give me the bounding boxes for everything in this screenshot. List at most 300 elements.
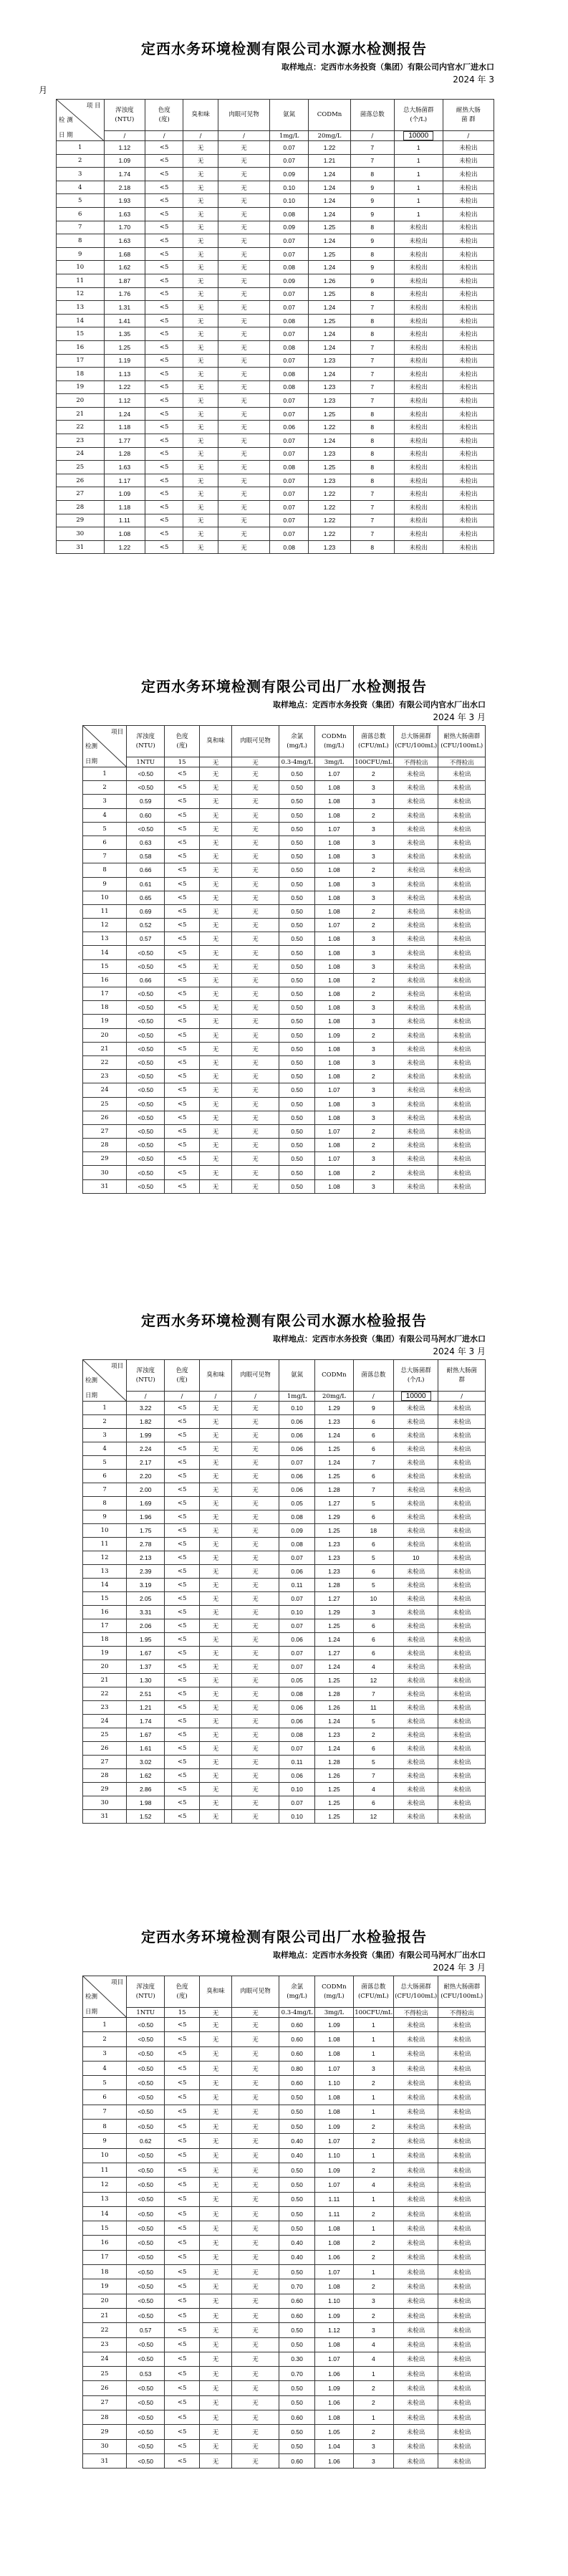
- table-cell: 1.22: [309, 527, 350, 541]
- table-cell: 0.40: [279, 2250, 315, 2264]
- table-row: [83, 891, 486, 904]
- table-cell: 3: [353, 1042, 393, 1055]
- table-cell: 未检出: [393, 2410, 438, 2425]
- table-row: [83, 1701, 486, 1715]
- row-day: 13: [83, 932, 127, 946]
- table-cell: 无: [231, 1810, 279, 1824]
- table-row: [57, 514, 494, 527]
- row-day: 7: [83, 1483, 127, 1497]
- table-cell: 无: [183, 301, 218, 315]
- table-cell: 无: [199, 1524, 231, 1538]
- table-cell: 2.06: [127, 1619, 165, 1633]
- table-cell: 4: [353, 2352, 393, 2366]
- corner-date-label-2: 日期: [85, 1392, 98, 1399]
- column-header: [353, 1976, 393, 2008]
- table-cell: 无: [231, 987, 279, 1001]
- table-cell: 未检出: [443, 340, 494, 354]
- limit-value: 不得检出: [438, 757, 486, 767]
- table-cell: 0.50: [279, 1166, 315, 1179]
- table-cell: 2: [353, 1166, 393, 1179]
- table-cell: 未检出: [393, 2148, 438, 2163]
- column-header-name: 浑浊度: [115, 106, 134, 114]
- table-cell: 未检出: [438, 1124, 486, 1138]
- table-cell: 1.04: [315, 2439, 354, 2453]
- row-day: 27: [83, 2395, 127, 2410]
- table-cell: 1.08: [315, 932, 354, 946]
- table-cell: 未检出: [443, 168, 494, 181]
- limit-value: [394, 131, 443, 141]
- table-cell: 未检出: [438, 877, 486, 891]
- table-cell: 6: [353, 1647, 393, 1660]
- table-cell: 0.50: [279, 1055, 315, 1069]
- table-cell: <0.50: [127, 2279, 165, 2294]
- header-row: [83, 1360, 486, 1392]
- table-cell: 7: [353, 1687, 393, 1701]
- table-cell: 0.60: [279, 2308, 315, 2322]
- corner-date-label: 检测: [85, 742, 98, 750]
- table-cell: 1: [353, 2105, 393, 2119]
- report-title: 定西水务环境检测有限公司水源水检测报告: [141, 40, 427, 57]
- table-cell: <5: [165, 1687, 200, 1701]
- table-row: [83, 2367, 486, 2381]
- column-header: [127, 1360, 165, 1392]
- limit-value: /: [353, 1392, 393, 1402]
- column-header: [353, 1360, 393, 1392]
- table-cell: 无: [183, 461, 218, 474]
- table-cell: 1: [394, 194, 443, 208]
- table-cell: 未检出: [438, 1674, 486, 1687]
- column-header-name: 肉眼可见物: [240, 1371, 271, 1379]
- table-cell: <5: [165, 1055, 200, 1069]
- table-cell: 未检出: [394, 527, 443, 541]
- row-day: 1: [83, 767, 127, 781]
- table-cell: 2: [353, 2381, 393, 2395]
- table-cell: 无: [218, 487, 270, 501]
- table-cell: 1.08: [315, 1015, 354, 1028]
- table-cell: <0.50: [127, 1001, 165, 1015]
- table-cell: <0.50: [127, 2250, 165, 2264]
- table-cell: <5: [165, 2061, 200, 2075]
- table-cell: <5: [165, 2381, 200, 2395]
- table-cell: 无: [231, 1606, 279, 1619]
- row-day: 4: [83, 1442, 127, 1456]
- table-cell: 未检出: [438, 1633, 486, 1647]
- table-cell: 1.62: [104, 261, 145, 274]
- table-cell: 未检出: [438, 1111, 486, 1124]
- row-day: 29: [83, 1783, 127, 1796]
- table-cell: 无: [199, 946, 231, 959]
- corner-header-cell: [83, 1360, 127, 1402]
- table-cell: 无: [231, 822, 279, 835]
- column-header: [353, 726, 393, 757]
- row-day: 3: [57, 168, 105, 181]
- table-cell: 未检出: [438, 2367, 486, 2381]
- table-cell: 无: [183, 474, 218, 487]
- table-cell: 未检出: [438, 2120, 486, 2134]
- column-header-name: 菌落总数: [361, 1983, 386, 1991]
- table-cell: 无: [231, 1015, 279, 1028]
- table-cell: 3: [353, 795, 393, 808]
- row-day: 30: [83, 1166, 127, 1179]
- limit-value: 1mg/L: [270, 131, 309, 141]
- table-cell: 未检出: [393, 2192, 438, 2206]
- row-day: 5: [83, 1456, 127, 1470]
- table-cell: 5: [353, 1497, 393, 1510]
- table-cell: 0.07: [279, 1660, 315, 1674]
- table-cell: 无: [231, 2352, 279, 2366]
- table-cell: <0.50: [127, 2178, 165, 2192]
- table-cell: 未检出: [438, 1470, 486, 1483]
- table-cell: 0.08: [270, 368, 309, 381]
- table-cell: 1.17: [104, 474, 145, 487]
- table-cell: 1.09: [104, 154, 145, 168]
- table-cell: 未检出: [438, 795, 486, 808]
- table-cell: 未检出: [438, 2032, 486, 2046]
- table-cell: 未检出: [393, 1769, 438, 1783]
- table-cell: 未检出: [394, 461, 443, 474]
- table-row: [83, 1497, 486, 1510]
- table-cell: 未检出: [438, 1715, 486, 1728]
- table-cell: 2: [353, 2250, 393, 2264]
- table-cell: 无: [231, 1055, 279, 1069]
- table-cell: 无: [231, 1579, 279, 1592]
- row-day: 20: [83, 2294, 127, 2308]
- column-header: [393, 1976, 438, 2008]
- table-row: [83, 1055, 486, 1069]
- table-cell: 未检出: [438, 2439, 486, 2453]
- table-cell: 7: [353, 1456, 393, 1470]
- row-day: 25: [57, 461, 105, 474]
- table-row: [83, 2381, 486, 2395]
- table-cell: <0.50: [127, 2148, 165, 2163]
- table-cell: 未检出: [438, 1083, 486, 1097]
- table-cell: <5: [165, 2453, 200, 2468]
- table-row: [83, 1579, 486, 1592]
- table-cell: 无: [231, 2367, 279, 2381]
- table-cell: 无: [218, 407, 270, 421]
- table-row: [57, 540, 494, 554]
- table-row: [83, 2279, 486, 2294]
- table-cell: 1.87: [104, 274, 145, 287]
- table-cell: 1.28: [104, 447, 145, 461]
- table-cell: 0.06: [279, 1415, 315, 1429]
- table-cell: <5: [165, 2032, 200, 2046]
- table-cell: <5: [165, 1028, 200, 1042]
- table-cell: 未检出: [438, 835, 486, 849]
- row-day: 28: [57, 501, 105, 514]
- table-cell: 未检出: [393, 877, 438, 891]
- table-cell: 未检出: [438, 2090, 486, 2105]
- corner-header-cell: [83, 726, 127, 767]
- table-cell: 无: [199, 2279, 231, 2294]
- row-day: 3: [83, 795, 127, 808]
- table-cell: 0.50: [279, 2395, 315, 2410]
- table-cell: <5: [145, 261, 183, 274]
- table-cell: 未检出: [438, 959, 486, 973]
- table-cell: 未检出: [438, 1810, 486, 1824]
- table-cell: 未检出: [393, 2250, 438, 2264]
- table-cell: <5: [145, 540, 183, 554]
- column-header-name: 菌落总数: [361, 1371, 386, 1379]
- table-cell: 无: [199, 1619, 231, 1633]
- limit-value: /: [183, 131, 218, 141]
- table-row: [83, 1042, 486, 1055]
- column-header-unit: (CFU/mL): [357, 1992, 389, 2000]
- row-day: 6: [83, 1470, 127, 1483]
- table-cell: <5: [165, 2018, 200, 2032]
- table-cell: 2.78: [127, 1538, 165, 1551]
- table-row: [57, 354, 494, 368]
- column-header: [443, 100, 494, 131]
- table-row: [83, 2439, 486, 2453]
- table-cell: 无: [218, 354, 270, 368]
- column-header-name: 总大肠菌群: [400, 732, 431, 740]
- table-cell: <0.50: [127, 1097, 165, 1111]
- table-cell: 3: [353, 1179, 393, 1193]
- table-cell: 8: [350, 327, 394, 341]
- table-cell: 未检出: [393, 1042, 438, 1055]
- table-cell: <5: [145, 181, 183, 194]
- table-cell: <5: [165, 2206, 200, 2221]
- table-cell: 无: [199, 2250, 231, 2264]
- row-day: 14: [83, 946, 127, 959]
- table-cell: 无: [199, 1124, 231, 1138]
- table-cell: 未检出: [393, 1166, 438, 1179]
- table-cell: 未检出: [438, 1152, 486, 1166]
- table-cell: 未检出: [393, 2439, 438, 2453]
- table-cell: 无: [231, 795, 279, 808]
- table-cell: 1.69: [127, 1497, 165, 1510]
- table-cell: 未检出: [443, 327, 494, 341]
- row-day: 27: [83, 1124, 127, 1138]
- table-cell: 无: [199, 2352, 231, 2366]
- table-cell: 1.25: [309, 247, 350, 261]
- table-cell: 未检出: [393, 1538, 438, 1551]
- table-cell: 1.11: [104, 514, 145, 527]
- table-cell: <5: [145, 247, 183, 261]
- table-cell: 9: [350, 181, 394, 194]
- table-cell: <0.50: [127, 2265, 165, 2279]
- column-header: [104, 100, 145, 131]
- table-cell: 0.08: [270, 314, 309, 327]
- table-cell: 1: [353, 2018, 393, 2032]
- table-row: [83, 1715, 486, 1728]
- table-cell: 未检出: [438, 1606, 486, 1619]
- table-cell: 无: [231, 1633, 279, 1647]
- table-cell: 2: [353, 1028, 393, 1042]
- table-cell: 无: [231, 1083, 279, 1097]
- row-day: 8: [83, 1497, 127, 1510]
- table-cell: 3: [353, 2061, 393, 2075]
- table-cell: 无: [231, 1402, 279, 1415]
- column-header: [279, 726, 315, 757]
- table-cell: 1.25: [309, 407, 350, 421]
- table-cell: 0.07: [270, 474, 309, 487]
- table-cell: 0.40: [279, 2236, 315, 2250]
- table-cell: 未检出: [438, 1415, 486, 1429]
- header-row: [83, 726, 486, 757]
- column-header-name: CODMn: [322, 732, 347, 740]
- table-cell: 无: [231, 2206, 279, 2221]
- column-header-name: 肉眼可见物: [228, 111, 259, 118]
- table-cell: 1.08: [315, 835, 354, 849]
- table-cell: 0.08: [270, 340, 309, 354]
- table-cell: 无: [199, 1497, 231, 1510]
- table-cell: 0.50: [279, 904, 315, 918]
- table-cell: 1.77: [104, 434, 145, 448]
- row-day: 11: [83, 2163, 127, 2177]
- table-cell: 9: [350, 207, 394, 221]
- table-cell: 未检出: [393, 808, 438, 822]
- table-cell: 无: [183, 168, 218, 181]
- table-cell: 1.08: [315, 2337, 354, 2352]
- table-cell: 未检出: [443, 527, 494, 541]
- table-cell: 0.06: [279, 1442, 315, 1456]
- table-cell: 无: [218, 247, 270, 261]
- table-row: [83, 1442, 486, 1456]
- table-cell: 无: [183, 234, 218, 248]
- table-cell: 无: [199, 795, 231, 808]
- table-cell: 未检出: [393, 1633, 438, 1647]
- table-cell: 4: [353, 2337, 393, 2352]
- table-cell: 6: [353, 1619, 393, 1633]
- table-cell: <5: [165, 2352, 200, 2366]
- table-cell: 2.00: [127, 1483, 165, 1497]
- table-cell: 无: [199, 1551, 231, 1565]
- table-cell: 1.07: [315, 2061, 354, 2075]
- table-cell: 8: [350, 461, 394, 474]
- table-cell: 2: [353, 2206, 393, 2221]
- table-cell: 0.53: [127, 2367, 165, 2381]
- column-header-name: 臭和味: [206, 1988, 225, 1995]
- column-header: [279, 1360, 315, 1392]
- table-cell: 无: [231, 2221, 279, 2236]
- table-cell: 0.50: [279, 919, 315, 932]
- table-cell: 1.61: [127, 1742, 165, 1756]
- table-cell: <5: [145, 501, 183, 514]
- table-cell: 7: [350, 501, 394, 514]
- table-row: [57, 141, 494, 155]
- table-cell: 1: [353, 2032, 393, 2046]
- table-cell: 未检出: [438, 1728, 486, 1742]
- column-header-unit: (个/L): [407, 1376, 425, 1384]
- table-cell: 1.09: [104, 487, 145, 501]
- table-cell: 无: [231, 2410, 279, 2425]
- table-cell: 无: [199, 2410, 231, 2425]
- table-cell: <5: [165, 1015, 200, 1028]
- table-cell: 1.13: [104, 368, 145, 381]
- row-day: 29: [83, 2425, 127, 2439]
- table-cell: 1.23: [309, 394, 350, 408]
- table-cell: 无: [183, 287, 218, 301]
- table-cell: 未检出: [438, 1055, 486, 1069]
- table-row: [83, 835, 486, 849]
- row-day: 10: [83, 1524, 127, 1538]
- table-cell: 未检出: [438, 2395, 486, 2410]
- table-cell: 5: [353, 1551, 393, 1565]
- column-header-unit: (CFU/100mL): [395, 742, 438, 750]
- row-day: 11: [57, 274, 105, 287]
- table-cell: 1: [353, 2265, 393, 2279]
- table-cell: 无: [199, 2367, 231, 2381]
- table-cell: 无: [199, 1470, 231, 1483]
- table-cell: 0.10: [279, 1606, 315, 1619]
- table-cell: 无: [231, 1551, 279, 1565]
- row-day: 20: [57, 394, 105, 408]
- table-cell: 无: [183, 327, 218, 341]
- table-cell: 1.22: [309, 141, 350, 155]
- table-cell: 未检出: [443, 247, 494, 261]
- column-header: [199, 726, 231, 757]
- table-cell: 无: [231, 1097, 279, 1111]
- table-cell: <5: [165, 808, 200, 822]
- table-row: [83, 1524, 486, 1538]
- table-cell: <5: [165, 2410, 200, 2425]
- table-cell: 无: [199, 1442, 231, 1456]
- row-day: 9: [83, 877, 127, 891]
- report-date: 2024 年 3: [453, 75, 494, 85]
- table-cell: 无: [183, 514, 218, 527]
- table-cell: <0.50: [127, 2294, 165, 2308]
- table-cell: 无: [199, 891, 231, 904]
- table-cell: <5: [165, 2178, 200, 2192]
- table-cell: <0.50: [127, 781, 165, 795]
- corner-header-cell: [83, 1976, 127, 2018]
- table-cell: <5: [165, 1152, 200, 1166]
- row-day: 28: [83, 2410, 127, 2425]
- table-cell: <0.50: [127, 2090, 165, 2105]
- table-cell: 未检出: [393, 1783, 438, 1796]
- table-cell: 12: [353, 1810, 393, 1824]
- table-row: [83, 808, 486, 822]
- table-cell: 1.63: [104, 207, 145, 221]
- row-day: 3: [83, 2046, 127, 2061]
- table-cell: 0.57: [127, 2323, 165, 2337]
- table-cell: 未检出: [438, 2105, 486, 2119]
- column-header-name: 肉眼可见物: [240, 737, 271, 744]
- table-cell: 未检出: [393, 2206, 438, 2221]
- table-cell: <0.50: [127, 2410, 165, 2425]
- row-day: 6: [83, 2090, 127, 2105]
- table-cell: <5: [165, 1742, 200, 1756]
- table-cell: 3: [353, 932, 393, 946]
- table-cell: <0.50: [127, 2163, 165, 2177]
- table-cell: 无: [218, 181, 270, 194]
- table-cell: <5: [165, 795, 200, 808]
- table-cell: <5: [145, 368, 183, 381]
- table-cell: 未检出: [393, 2221, 438, 2236]
- table-cell: <5: [165, 1139, 200, 1152]
- report-title: 定西水务环境检测有限公司出厂水检验报告: [141, 1928, 427, 1945]
- table-row: [83, 1083, 486, 1097]
- table-cell: 7: [350, 368, 394, 381]
- table-cell: 0.50: [279, 891, 315, 904]
- table-cell: 无: [231, 835, 279, 849]
- table-cell: 8: [350, 447, 394, 461]
- table-cell: 1.95: [127, 1633, 165, 1647]
- table-cell: 未检出: [394, 380, 443, 394]
- row-day: 31: [83, 1179, 127, 1193]
- column-header-name: 色度: [175, 732, 188, 740]
- table-cell: 6: [353, 1796, 393, 1810]
- table-cell: 1.08: [315, 1001, 354, 1015]
- table-cell: 未检出: [393, 1483, 438, 1497]
- table-cell: 无: [231, 850, 279, 863]
- sampling-location: 取样地点：定西市水务投资（集团）有限公司马河水厂出水口: [273, 1950, 486, 1960]
- table-cell: 无: [199, 1402, 231, 1415]
- table-cell: 3.02: [127, 1756, 165, 1769]
- table-cell: 2: [353, 904, 393, 918]
